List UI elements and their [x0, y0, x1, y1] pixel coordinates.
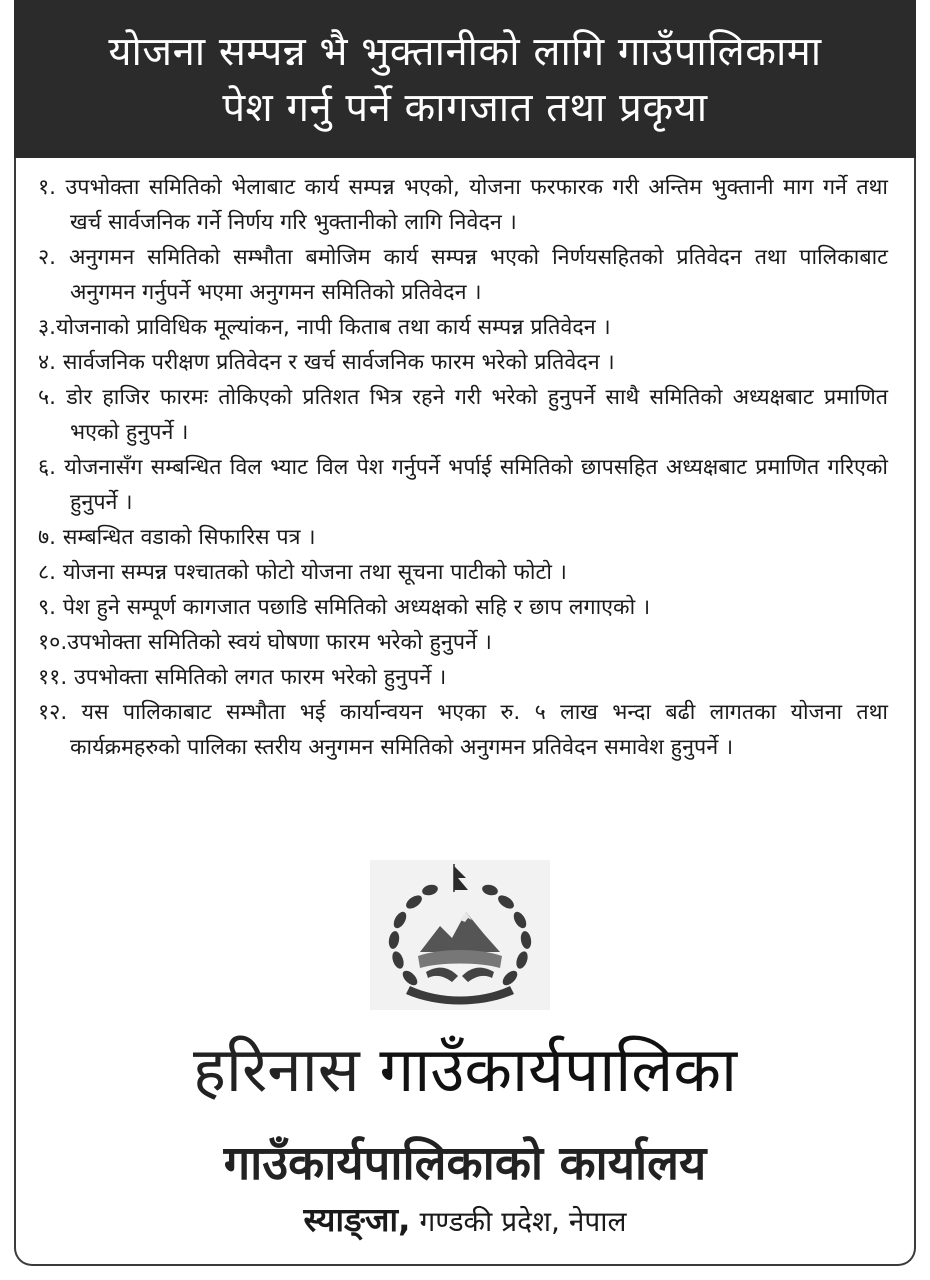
list-item: ८. योजना सम्पन्न पश्चातको फोटो योजना तथा सूचना पाटीको फोटो ।	[38, 560, 567, 585]
province-country: गण्डकी प्रदेश, नेपाल	[419, 1205, 627, 1238]
list-item: १०.उपभोक्ता समितिको स्वयं घोषणा फारम भरेको हुनुपर्ने ।	[38, 630, 492, 655]
notice-header	[14, 0, 916, 158]
list-item: ६. योजनासँग सम्बन्धित विल भ्याट विल पेश गर्नुपर्ने भर्पाई समितिको छापसहित अध्यक्षबाट प्रमाणित गरिएको हुनुपर्ने ।	[38, 455, 888, 515]
municipality-name-suffix: गाउँकार्यपालिका	[379, 1033, 738, 1106]
municipality-name-main: हरिनास	[192, 1033, 360, 1106]
header-title-line1: योजना सम्पन्न भै भुक्तानीको लागि गाउँपालिकामा	[108, 29, 822, 75]
municipality-name	[0, 1030, 930, 1110]
district-name: स्याङ्जा,	[303, 1200, 411, 1239]
nepal-emblem-icon	[370, 860, 550, 1010]
list-item: २. अनुगमन समितिको सम्भौता बमोजिम कार्य सम्पन्न भएको निर्णयसहितको प्रतिवेदन तथा पालिकाबाट अनुगमन गर्नुपर्ने भएमा अनुगमन समितिको प्रतिवेदन ।	[38, 245, 888, 305]
list-item: ५. डोर हाजिर फारमः तोकिएको प्रतिशत भित्र रहने गरी भरेको हुनुपर्ने साथै समितिको अध्यक्षबाट प्रमाणित भएको हुनुपर्ने ।	[38, 385, 888, 445]
header-title-line2: पेश गर्नु पर्ने कागजात तथा प्रकृया	[222, 85, 708, 131]
list-item: ४. सार्वजनिक परीक्षण प्रतिवेदन र खर्च सार्वजनिक फारम भरेको प्रतिवेदन ।	[38, 350, 615, 375]
office-address	[0, 1198, 930, 1244]
list-item: ९. पेश हुने सम्पूर्ण कागजात पछाडि समितिको अध्यक्षको सहि र छाप लगाएको ।	[38, 595, 651, 620]
list-item: ७. सम्बन्धित वडाको सिफारिस पत्र ।	[38, 525, 316, 550]
list-item: ११. उपभोक्ता समितिको लगत फारम भरेको हुनुपर्ने ।	[38, 665, 447, 690]
list-item: ३.योजनाको प्राविधिक मूल्यांकन, नापी किताब तथा कार्य सम्पन्न प्रतिवेदन ।	[38, 315, 611, 340]
office-name: गाउँकार्यपालिकाको कार्यालय	[223, 1136, 707, 1191]
requirements-list	[38, 170, 888, 765]
list-item: १२. यस पालिकाबाट सम्भौता भई कार्यान्वयन भएका रु. ५ लाख भन्दा बढी लागतका योजना तथा कार्यक्रमहरुको पालिका स्तरीय अनुगमन समितिको अनुगमन प्रतिवेदन समावेश हुनुपर्ने ।	[38, 700, 888, 760]
list-item: १. उपभोक्ता समितिको भेलाबाट कार्य सम्पन्न भएको, योजना फरफारक गरी अन्तिम भुक्तानी माग गर्ने तथा खर्च सार्वजनिक गर्ने निर्णय गरि भुक्तानीको लागि निवेदन ।	[38, 175, 888, 235]
